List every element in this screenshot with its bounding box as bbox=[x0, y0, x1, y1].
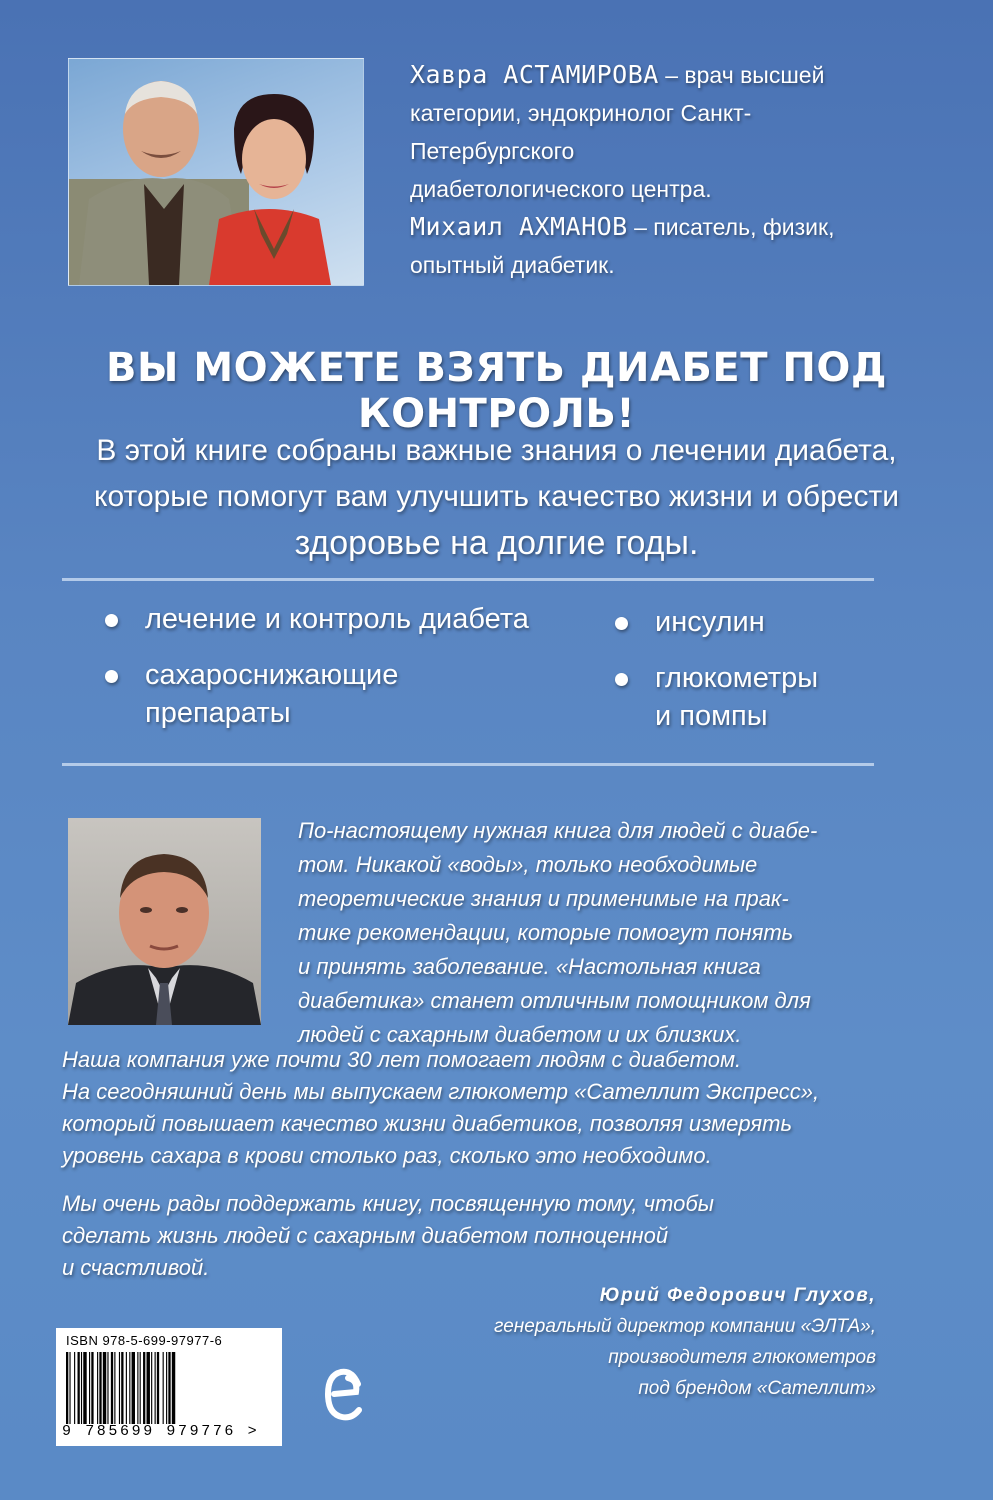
endorser-photo-illustration bbox=[68, 818, 261, 1025]
bullet-item bbox=[105, 656, 465, 736]
barcode-bar bbox=[103, 1352, 106, 1424]
isbn-label: ISBN 978-5-699-97977-6 bbox=[66, 1333, 223, 1348]
barcode bbox=[56, 1328, 282, 1446]
barcode-bar bbox=[129, 1352, 130, 1424]
barcode-bar bbox=[119, 1352, 120, 1424]
barcode-bar bbox=[132, 1352, 135, 1424]
barcode-bar bbox=[69, 1352, 70, 1424]
support-paragraph bbox=[62, 1188, 882, 1284]
barcode-bar bbox=[143, 1352, 145, 1424]
barcode-bar bbox=[91, 1352, 93, 1424]
author-bio-astamirova bbox=[410, 56, 880, 208]
barcode-bar bbox=[155, 1352, 156, 1424]
paragraph-line: На сегодняшний день мы выпускаем глюкометр «Сателлит Экспресс», bbox=[62, 1079, 820, 1104]
bullet-text: глюкометры bbox=[655, 662, 819, 694]
barcode-bar bbox=[111, 1352, 113, 1424]
author-name: Хавра АСТАМИРОВА bbox=[410, 60, 659, 89]
author-description: диабетологического центра. bbox=[410, 176, 712, 202]
barcode-bar bbox=[172, 1352, 175, 1424]
paragraph-line: Мы очень рады поддержать книгу, посвященную тому, чтобы bbox=[62, 1191, 714, 1216]
bullet-text: препараты bbox=[145, 697, 291, 729]
barcode-bar bbox=[107, 1352, 108, 1424]
barcode-bar bbox=[168, 1352, 170, 1424]
bullet-dot-icon bbox=[615, 673, 628, 686]
company-paragraph bbox=[62, 1044, 882, 1172]
barcode-bar bbox=[121, 1352, 123, 1424]
bullet-dot-icon bbox=[615, 617, 628, 630]
barcode-digits: 9 785699 979776 > bbox=[62, 1423, 260, 1440]
barcode-bar bbox=[137, 1352, 138, 1424]
paragraph-line: Наша компания уже почти 30 лет помогает людям с диабетом. bbox=[62, 1047, 742, 1072]
signature-title: под брендом «Сателлит» bbox=[638, 1378, 876, 1399]
bullet-item bbox=[615, 603, 835, 643]
barcode-bar bbox=[74, 1352, 75, 1424]
quote-line: диабетика» станет отличным помощником для bbox=[298, 988, 811, 1013]
bullet-text: сахароснижающие bbox=[145, 659, 399, 691]
paragraph-line: который повышает качество жизни диабетиков, позволяя измерять bbox=[62, 1111, 793, 1136]
quote-line: теоретические знания и применимые на прак- bbox=[298, 886, 789, 911]
barcode-bar bbox=[151, 1352, 152, 1424]
quote-line: и принять заболевание. «Настольная книга bbox=[298, 954, 761, 979]
intro-line: здоровье на долгие годы. bbox=[294, 524, 699, 562]
author-description: опытный диабетик. bbox=[410, 252, 615, 278]
bullet-dot-icon bbox=[105, 670, 118, 683]
endorsement-quote bbox=[298, 814, 888, 1052]
divider bbox=[62, 763, 874, 766]
barcode-bar bbox=[166, 1352, 167, 1424]
author-description: – писатель, физик, bbox=[627, 214, 835, 240]
intro-text bbox=[80, 428, 913, 566]
barcode-bar bbox=[147, 1352, 150, 1424]
author-bio-akhmanov bbox=[410, 208, 880, 284]
barcode-bar bbox=[78, 1352, 80, 1424]
barcode-bars bbox=[66, 1352, 272, 1424]
quote-line: том. Никакой «воды», только необходимые bbox=[298, 852, 758, 877]
signature-title: генеральный директор компании «ЭЛТА», bbox=[494, 1316, 876, 1337]
quote-line: По-настоящему нужная книга для людей с диабе- bbox=[298, 818, 818, 843]
barcode-bar bbox=[157, 1352, 159, 1424]
barcode-bar bbox=[89, 1352, 90, 1424]
paragraph-line: уровень сахара в крови столько раз, сколько это необходимо. bbox=[62, 1143, 712, 1168]
authors-photo-illustration bbox=[69, 59, 363, 285]
endorser-photo bbox=[68, 818, 261, 1025]
quote-line: тике рекомендации, которые помогут понять bbox=[298, 920, 794, 945]
barcode-bar bbox=[66, 1352, 68, 1424]
barcode-bar bbox=[81, 1352, 82, 1424]
headline: ВЫ МОЖЕТЕ ВЗЯТЬ ДИАБЕТ ПОД КОНТРОЛЬ! bbox=[105, 345, 888, 437]
barcode-bar bbox=[97, 1352, 98, 1424]
bullet-text: инсулин bbox=[655, 606, 765, 638]
barcode-bar bbox=[140, 1352, 141, 1424]
bullet-dot-icon bbox=[105, 614, 118, 627]
author-description: категории, эндокринолог Санкт-Петербургского bbox=[410, 100, 752, 164]
barcode-bar bbox=[126, 1352, 127, 1424]
intro-line: В этой книге собраны важные знания о лечении диабета, bbox=[96, 434, 897, 467]
author-description: – врач высшей bbox=[658, 62, 825, 88]
author-name: Михаил АХМАНОВ bbox=[410, 212, 628, 241]
quote-line: людей с сахарным диабетом и их близких. bbox=[298, 1022, 742, 1047]
authors-photo bbox=[68, 58, 364, 286]
barcode-bar bbox=[163, 1352, 164, 1424]
bullet-item bbox=[105, 600, 545, 640]
divider bbox=[62, 578, 874, 581]
paragraph-line: сделать жизнь людей с сахарным диабетом полноценной bbox=[62, 1223, 669, 1248]
barcode-bar bbox=[114, 1352, 115, 1424]
signature-name: Юрий Федорович Глухов, bbox=[599, 1285, 876, 1306]
signature bbox=[400, 1280, 876, 1404]
bullet-text: лечение и контроль диабета bbox=[145, 603, 529, 635]
bullet-text: и помпы bbox=[655, 700, 768, 732]
signature-title: производителя глюкометров bbox=[608, 1347, 876, 1368]
barcode-bar bbox=[83, 1352, 86, 1424]
bullet-item bbox=[615, 659, 875, 739]
paragraph-line: и счастливой. bbox=[62, 1255, 210, 1280]
publisher-logo-icon bbox=[322, 1362, 366, 1426]
barcode-bar bbox=[99, 1352, 101, 1424]
intro-line: которые помогут вам улучшить качество жизни и обрести bbox=[94, 480, 899, 513]
